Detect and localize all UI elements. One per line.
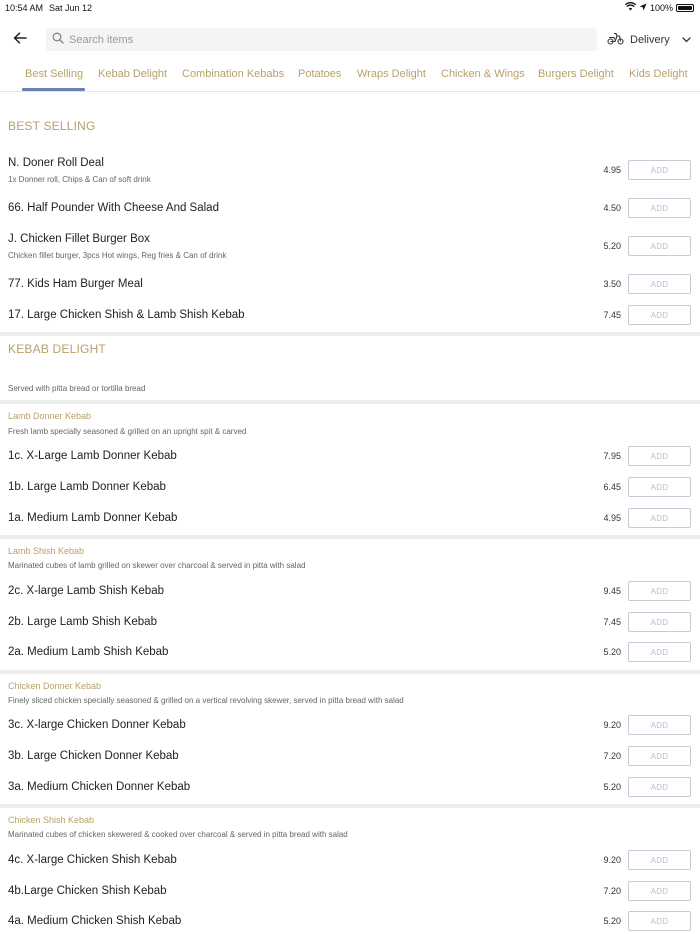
item-name: 1b. Large Lamb Donner Kebab [8, 481, 166, 493]
item-price: 5.20 [603, 647, 621, 657]
subcategory-description: Marinated cubes of chicken skewered & cooked over charcoal & served in pitta bread with salad [8, 830, 348, 839]
item-price: 9.20 [603, 720, 621, 730]
status-date: Sat Jun 12 [49, 3, 93, 13]
wifi-icon [625, 2, 636, 13]
item-price: 4.95 [603, 513, 621, 523]
item-price: 7.45 [603, 310, 621, 320]
add-button[interactable]: ADD [628, 477, 691, 497]
add-button[interactable]: ADD [628, 777, 691, 797]
chevron-down-icon [682, 34, 691, 46]
item-name: 4c. X-large Chicken Shish Kebab [8, 854, 177, 866]
subcategory-title: Chicken Shish Kebab [8, 815, 95, 825]
status-indicators [625, 2, 694, 13]
section-divider [0, 332, 700, 336]
item-price: 7.20 [603, 751, 621, 761]
item-price: 5.20 [603, 782, 621, 792]
section-title-best-selling: BEST SELLING [8, 119, 96, 133]
group-divider [0, 670, 700, 674]
item-price: 9.45 [603, 586, 621, 596]
delivery-selector[interactable] [607, 30, 691, 50]
item-name: 2b. Large Lamb Shish Kebab [8, 616, 157, 628]
add-button[interactable]: ADD [628, 236, 691, 256]
item-price: 6.45 [603, 482, 621, 492]
item-name: 4a. Medium Chicken Shish Kebab [8, 915, 182, 927]
item-price: 5.20 [603, 241, 621, 251]
section-title-kebab-delight: KEBAB DELIGHT [8, 342, 106, 356]
item-name: 2a. Medium Lamb Shish Kebab [8, 646, 169, 658]
item-name: 3b. Large Chicken Donner Kebab [8, 750, 179, 762]
item-name: 66. Half Pounder With Cheese And Salad [8, 202, 219, 214]
status-time: 10:54 AM [5, 3, 44, 13]
add-button[interactable]: ADD [628, 305, 691, 325]
subcategory-title: Lamb Donner Kebab [8, 411, 92, 421]
header [0, 26, 700, 54]
search-input[interactable] [69, 34, 569, 46]
subcategory-description: Finely sliced chicken specially seasoned & grilled on a vertical revolving skewer, served in pitta bread with salad [8, 696, 404, 705]
location-arrow-icon [639, 3, 647, 13]
tab-chicken-wings[interactable]: Chicken & Wings [441, 68, 525, 80]
tab-best-selling[interactable]: Best Selling [25, 68, 84, 80]
item-price: 7.95 [603, 451, 621, 461]
item-name: 3c. X-large Chicken Donner Kebab [8, 719, 186, 731]
subcategory-title: Chicken Donner Kebab [8, 681, 102, 691]
item-price: 4.50 [603, 203, 621, 213]
item-price: 7.45 [603, 617, 621, 627]
item-name: 4b.Large Chicken Shish Kebab [8, 885, 167, 897]
item-price: 4.95 [603, 165, 621, 175]
item-name: 17. Large Chicken Shish & Lamb Shish Kebab [8, 309, 245, 321]
group-divider [0, 535, 700, 539]
add-button[interactable]: ADD [628, 581, 691, 601]
item-description: Chicken fillet burger, 3pcs Hot wings, Reg fries & Can of drink [8, 251, 227, 260]
tab-kebab-delight[interactable]: Kebab Delight [98, 68, 168, 80]
subcategory-description: Fresh lamb specially seasoned & grilled on an upright spit & carved [8, 427, 247, 436]
search-box[interactable] [46, 28, 597, 51]
item-name: 2c. X-large Lamb Shish Kebab [8, 585, 164, 597]
add-button[interactable]: ADD [628, 911, 691, 931]
add-button[interactable]: ADD [628, 508, 691, 528]
status-bar [0, 0, 700, 16]
item-name: 77. Kids Ham Burger Meal [8, 278, 143, 290]
section-note: Served with pitta bread or tortilla bread [8, 384, 146, 393]
search-icon [52, 31, 64, 49]
item-name: 1c. X-Large Lamb Donner Kebab [8, 450, 177, 462]
battery-percent: 100% [649, 2, 673, 13]
tab-wraps-delight[interactable]: Wraps Delight [357, 68, 426, 80]
delivery-label: Delivery [630, 34, 670, 46]
item-price: 9.20 [603, 855, 621, 865]
add-button[interactable]: ADD [628, 274, 691, 294]
add-button[interactable]: ADD [628, 850, 691, 870]
item-name: N. Doner Roll Deal [8, 157, 104, 169]
category-tabs [0, 62, 700, 92]
subcategory-title: Lamb Shish Kebab [8, 546, 85, 556]
tab-combination-kebabs[interactable]: Combination Kebabs [182, 68, 285, 80]
item-price: 7.20 [603, 886, 621, 896]
scooter-icon [607, 32, 624, 48]
subcategory-description: Marinated cubes of lamb grilled on skewer over charcoal & served in pitta with salad [8, 561, 306, 570]
add-button[interactable]: ADD [628, 198, 691, 218]
add-button[interactable]: ADD [628, 612, 691, 632]
arrow-left-icon [13, 31, 27, 49]
add-button[interactable]: ADD [628, 642, 691, 662]
active-tab-indicator [22, 88, 85, 91]
item-name: J. Chicken Fillet Burger Box [8, 233, 150, 245]
add-button[interactable]: ADD [628, 746, 691, 766]
group-divider [0, 804, 700, 808]
back-button[interactable] [10, 30, 30, 50]
add-button[interactable]: ADD [628, 881, 691, 901]
item-price: 5.20 [603, 916, 621, 926]
item-name: 1a. Medium Lamb Donner Kebab [8, 512, 178, 524]
battery-icon [676, 4, 694, 12]
tab-kids-delight[interactable]: Kids Delight [629, 68, 688, 80]
tab-potatoes[interactable]: Potatoes [298, 68, 342, 80]
add-button[interactable]: ADD [628, 446, 691, 466]
item-name: 3a. Medium Chicken Donner Kebab [8, 781, 191, 793]
add-button[interactable]: ADD [628, 160, 691, 180]
add-button[interactable]: ADD [628, 715, 691, 735]
item-price: 3.50 [603, 279, 621, 289]
item-description: 1x Donner roll, Chips & Can of soft drink [8, 175, 151, 184]
group-divider [0, 400, 700, 404]
tab-burgers-delight[interactable]: Burgers Delight [538, 68, 614, 80]
